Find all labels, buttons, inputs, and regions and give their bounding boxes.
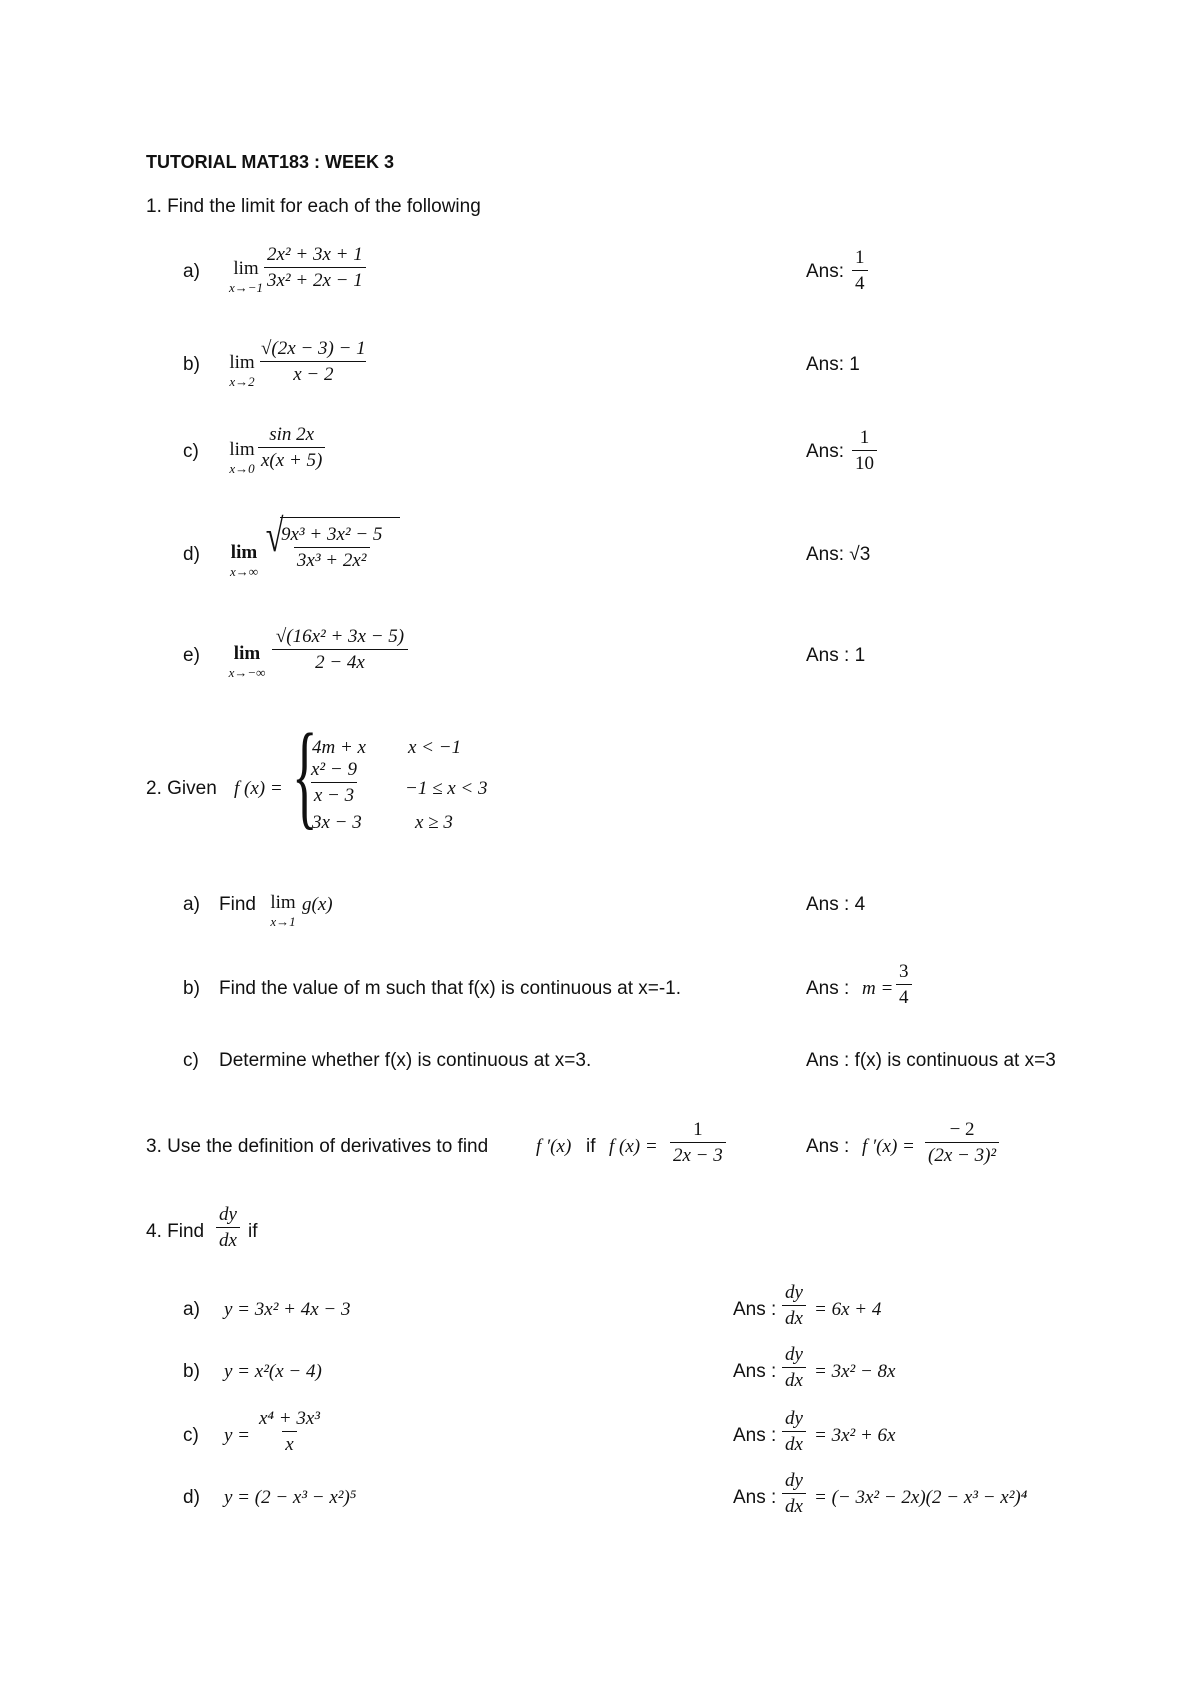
q4a-ans-dydx: $\frac{dy}{dx}$ [782, 1283, 806, 1328]
q4a-answer: = 6x + 4 [814, 1299, 882, 1320]
q1c-answer: $\frac{1}{10}$ [852, 428, 877, 473]
q1e-lim: lim x→−∞ [228, 643, 266, 680]
q2a-answer: Ans : 4 [806, 894, 866, 915]
q1a-label: a) [183, 261, 200, 282]
q4-if: if [248, 1221, 258, 1242]
q3-fraction: $\frac{1}{2x - 3}$ [670, 1120, 726, 1165]
q2a-text: Find [219, 894, 256, 915]
q1e-answer: Ans : 1 [806, 645, 866, 666]
q4c-answer: = 3x² + 6x [814, 1425, 896, 1446]
q4b-ans-dydx: $\frac{dy}{dx}$ [782, 1345, 806, 1390]
q4b-answer: = 3x² − 8x [814, 1361, 896, 1382]
q3-fprime: f ′(x) [536, 1136, 572, 1157]
q2-case3-expr: 3x − 3 [312, 812, 362, 833]
q2b-ans-m: m = [862, 978, 894, 999]
q1e-label: e) [183, 645, 200, 666]
q3-ans-fprime: f ′(x) = [862, 1136, 915, 1157]
q4d-ans-label: Ans : [733, 1487, 777, 1508]
q1c-lim: lim x→0 [229, 439, 255, 476]
q4a-expr: y = 3x² + 4x − 3 [224, 1299, 351, 1320]
q1b-label: b) [183, 354, 200, 375]
q4-find: 4. Find [146, 1221, 205, 1242]
q1c-label: c) [183, 441, 199, 462]
q4d-ans-dydx: $\frac{dy}{dx}$ [782, 1471, 806, 1516]
q1d-radical-bar [280, 517, 400, 518]
q1c-ans-label: Ans: [806, 441, 845, 462]
q2a-label: a) [183, 894, 200, 915]
q2-brace: { [292, 709, 318, 840]
q1d-lim: lim x→∞ [229, 542, 259, 579]
q1a-answer: $\frac{1}{4}$ [852, 248, 868, 293]
q2-case3-cond: x ≥ 3 [415, 812, 453, 833]
q4a-ans-label: Ans : [733, 1299, 777, 1320]
q3-if: if [586, 1136, 596, 1157]
q4c-y: y = [224, 1425, 251, 1446]
page-title: TUTORIAL MAT183 : WEEK 3 [146, 152, 395, 172]
q1d-label: d) [183, 544, 200, 565]
q4c-ans-dydx: $\frac{dy}{dx}$ [782, 1409, 806, 1454]
q1a-ans-label: Ans: [806, 261, 845, 282]
q2-case2-cond: −1 ≤ x < 3 [405, 778, 488, 799]
q1b-lim: lim x→2 [229, 352, 255, 389]
q3-fx: f (x) = [609, 1136, 658, 1157]
q4b-ans-label: Ans : [733, 1361, 777, 1382]
q3-ans-label: Ans : [806, 1136, 850, 1157]
q2-fx: f (x) = [234, 778, 283, 799]
q2a-lim: lim x→1 [270, 892, 296, 929]
q4d-label: d) [183, 1487, 200, 1508]
q3-text: 3. Use the definition of derivatives to find [146, 1136, 489, 1157]
q4c-fraction: $\frac{\text{x⁴ + 3x³}}{x}$ [259, 1408, 320, 1455]
q2c-answer: Ans : f(x) is continuous at x=3 [806, 1050, 1056, 1071]
q4c-ans-label: Ans : [733, 1425, 777, 1446]
q1b-fraction: $\frac{√(2x - 3) - 1}{x - 2}$ [261, 338, 366, 385]
q2c-label: c) [183, 1050, 199, 1071]
q2-case1-cond: x < −1 [408, 737, 462, 758]
q1c-fraction: $\frac{\sin 2x}{x(x + 5)}$ [258, 425, 325, 470]
q2b-text: Find the value of m such that f(x) is continuous at x=-1. [219, 978, 682, 999]
q4b-expr: y = x²(x − 4) [224, 1361, 322, 1382]
q1e-fraction: $\frac{\text{√(16x² + 3x − 5)}}{2 - 4x}$ [272, 627, 408, 672]
q1b-answer: Ans: 1 [806, 354, 860, 375]
q1-heading: 1. Find the limit for each of the following [146, 196, 481, 217]
q1a-lim-sub: x→−1 [228, 280, 264, 295]
q4d-answer: = (− 3x² − 2x)(2 − x³ − x²)⁴ [814, 1487, 1028, 1508]
q1d-fraction: $\frac{\text{9x³ + 3x² − 5}}{\text{3x³ + 2x²}}$ [281, 524, 383, 571]
q4-dydx: $\frac{dy}{dx}$ [216, 1205, 240, 1250]
q4a-label: a) [183, 1299, 200, 1320]
q1a-fraction: $\frac{\text{2x² + 3x + 1}}{\text{3x² + 2x − 1}}$ [264, 245, 366, 290]
q4b-label: b) [183, 1361, 200, 1382]
q1d-radical: √ [265, 510, 284, 561]
q2b-ans-label: Ans : [806, 978, 850, 999]
q2-case1-expr: 4m + x [312, 737, 366, 758]
q1a-lim: lim x→−1 [226, 258, 266, 296]
q4c-label: c) [183, 1425, 199, 1446]
q2b-answer: $\frac{3}{4}$ [896, 962, 912, 1007]
q4d-expr: y = (2 − x³ − x²)⁵ [224, 1487, 357, 1508]
q1d-answer: Ans: √3 [806, 544, 871, 565]
q2-given: 2. Given [146, 778, 217, 799]
q2b-label: b) [183, 978, 200, 999]
q2-case2-expr: $\frac{\text{x² − 9}}{x - 3}$ [311, 759, 357, 806]
q2a-expr: g(x) [302, 894, 333, 915]
q2c-text: Determine whether f(x) is continuous at x=3. [219, 1050, 592, 1071]
q3-answer: $\frac{- 2}{\text{(2x − 3)²}}$ [925, 1120, 999, 1165]
